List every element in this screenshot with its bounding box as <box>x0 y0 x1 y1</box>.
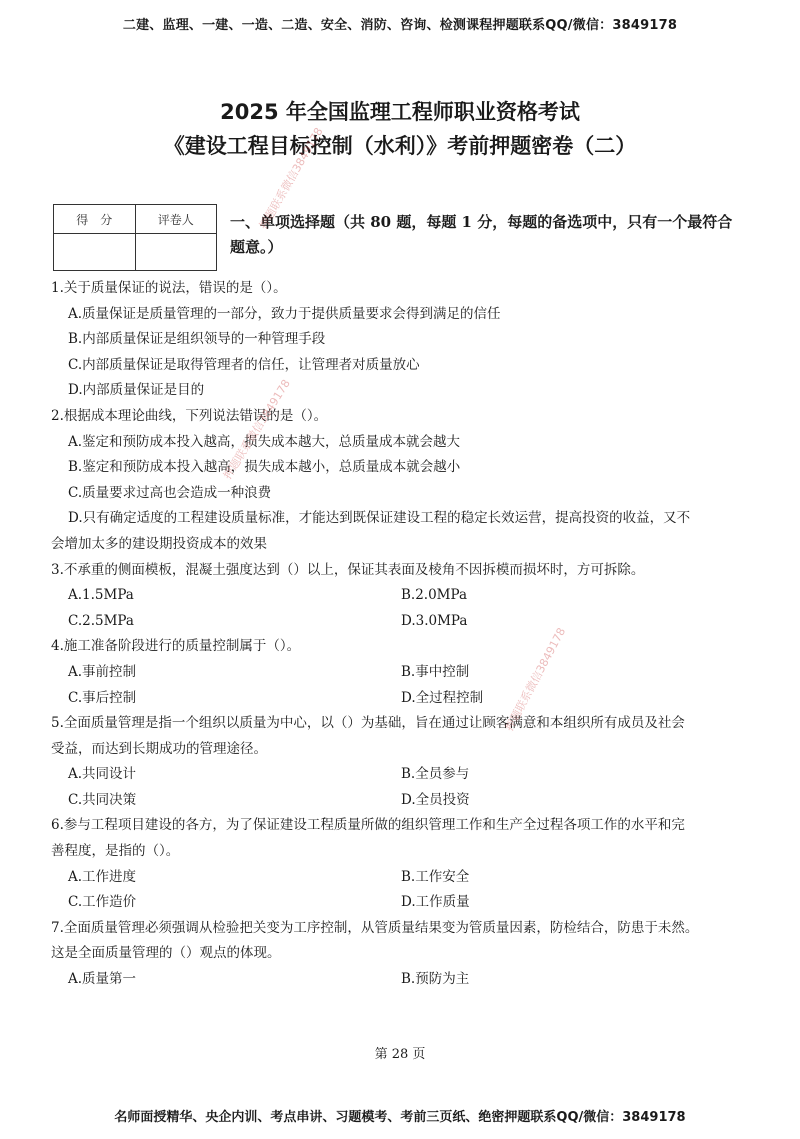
top-banner: 二建、监理、一建、一造、二造、安全、消防、咨询、检测课程押题联系QQ/微信：3849178 <box>122 18 678 33</box>
question-7-stem: 7.全面质量管理必须强调从检验把关变为工序控制，从管质量结果变为管质量因素，防检结合，防患于未然。 <box>51 919 699 936</box>
question-7-option-a: A.质量第一 <box>68 971 137 988</box>
question-4-options-row-1 <box>51 660 751 686</box>
question-3-option-d: D.3.0MPa <box>401 612 468 629</box>
question-6-stem: 6.参与工程项目建设的各方，为了保证建设工程质量所做的组织管理工作和生产全过程各项工作的水平和完 <box>51 817 685 834</box>
watermark: 押题联系微信3849178 <box>256 125 326 232</box>
question-7-stem-continued: 这是全面质量管理的（）观点的体现。 <box>51 945 281 962</box>
score-label: 得 分 <box>54 205 136 234</box>
question-2-stem: 2.根据成本理论曲线，下列说法错误的是（）。 <box>51 407 328 424</box>
section-heading: 一、单项选择题（共 80 题，每题 1 分，每题的备选项中，只有一个最符合题意。） <box>230 213 733 256</box>
question-5-option-b: B.全员参与 <box>401 766 470 783</box>
question-3-option-b: B.2.0MPa <box>401 587 468 604</box>
question-3-option-c: C.2.5MPa <box>68 612 134 629</box>
question-7-option-b: B.预防为主 <box>401 971 470 988</box>
question-4-options-row-2 <box>51 686 751 712</box>
question-2-option-c: C.质量要求过高也会造成一种浪费 <box>68 484 272 501</box>
question-4-option-d: D.全过程控制 <box>401 689 484 706</box>
question-7-options-row-1 <box>51 967 751 993</box>
question-5-option-a: A.共同设计 <box>68 766 137 783</box>
question-6-options-row-1 <box>51 865 751 891</box>
question-3-option-a: A.1.5MPa <box>68 587 134 604</box>
question-1-option-b: B.内部质量保证是组织领导的一种管理手段 <box>68 331 326 348</box>
question-1-option-d: D.内部质量保证是目的 <box>68 382 205 399</box>
question-2-option-d: D.只有确定适度的工程建设质量标准，才能达到既保证建设工程的稳定长效运营，提高投资的收益，又不 <box>68 510 691 527</box>
question-5-stem-continued: 受益，而达到长期成功的管理途径。 <box>51 740 267 757</box>
question-list <box>51 276 751 993</box>
grader-label: 评卷人 <box>135 205 217 234</box>
exam-title: 2025 年全国监理工程师职业资格考试 <box>220 100 580 124</box>
question-6-option-b: B.工作安全 <box>401 868 470 885</box>
watermark: 押题联系微信3849178 <box>220 377 293 482</box>
bottom-banner: 名师面授精华、央企内训、考点串讲、习题模考、考前三页纸、绝密押题联系QQ/微信：3849178 <box>114 1110 686 1125</box>
question-6-option-d: D.工作质量 <box>401 894 470 911</box>
question-5-option-d: D.全员投资 <box>401 791 470 808</box>
question-3-options-row-2 <box>51 609 751 635</box>
exam-subtitle: 《建设工程目标控制（水利）》考前押题密卷（二） <box>163 134 637 158</box>
question-5-options-row-2 <box>51 788 751 814</box>
question-3-options-row-1 <box>51 583 751 609</box>
question-2-option-d-continued: 会增加太多的建设期投资成本的效果 <box>51 535 267 552</box>
question-1-option-a: A.质量保证是质量管理的一部分，致力于提供质量要求会得到满足的信任 <box>68 305 501 322</box>
question-5-option-c: C.共同决策 <box>68 791 137 808</box>
question-4-option-a: A.事前控制 <box>68 663 137 680</box>
question-5-options-row-1 <box>51 762 751 788</box>
score-table <box>53 204 217 271</box>
question-2-option-b: B.鉴定和预防成本投入越高，损失成本越小，总质量成本就会越小 <box>68 459 461 476</box>
question-1-stem: 1.关于质量保证的说法，错误的是（）。 <box>51 280 287 296</box>
grader-cell <box>135 234 217 271</box>
question-6-stem-continued: 善程度，是指的（）。 <box>51 843 180 860</box>
question-2-option-a: A.鉴定和预防成本投入越高，损失成本越大，总质量成本就会越大 <box>68 433 461 450</box>
score-cell <box>54 234 136 271</box>
question-6-option-a: A.工作进度 <box>68 868 137 885</box>
question-6-options-row-2 <box>51 890 751 916</box>
question-1-option-c: C.内部质量保证是取得管理者的信任，让管理者对质量放心 <box>68 356 420 373</box>
question-4-stem: 4.施工准备阶段进行的质量控制属于（）。 <box>51 638 301 655</box>
question-6-option-c: C.工作造价 <box>68 894 137 911</box>
question-3-stem: 3.不承重的侧面模板，混凝土强度达到（）以上，保证其表面及棱角不因拆模而损坏时，方可拆除。 <box>51 561 645 578</box>
page-number: 第 28 页 <box>374 1047 426 1062</box>
question-4-option-b: B.事中控制 <box>401 663 470 680</box>
watermark: 押题联系微信3849178 <box>502 625 569 734</box>
question-5-stem: 5.全面质量管理是指一个组织以质量为中心，以（）为基础，旨在通过让顾客满意和本组织所有成员及社会 <box>51 715 685 732</box>
question-4-option-c: C.事后控制 <box>68 689 137 706</box>
